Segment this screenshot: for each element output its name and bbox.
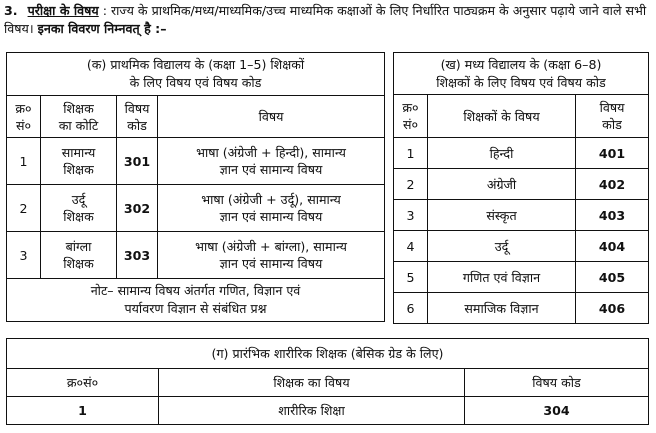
row-sno: 3 xyxy=(394,200,428,231)
header-code xyxy=(117,96,158,138)
row-subject: संस्कृत xyxy=(428,200,576,231)
header-subject: शिक्षकों के विषय xyxy=(428,95,576,138)
note-line2: पर्यावरण विज्ञान से संबंधित प्रश्न xyxy=(124,301,267,316)
row-subject: समाजिक विज्ञान xyxy=(428,293,576,324)
header-code-1: विषय xyxy=(599,100,625,115)
table-a-title-line2: के लिए विषय एवं विषय कोड xyxy=(129,75,262,90)
row-code: 301 xyxy=(117,138,158,185)
header-code-2: कोड xyxy=(602,117,622,132)
table-c-header-row xyxy=(7,369,649,397)
section-number: 3. xyxy=(4,3,18,18)
header-code-1: विषय xyxy=(124,100,150,116)
row-cat-1: सामान्य xyxy=(61,145,96,160)
table-row xyxy=(394,262,649,293)
row-sno: 2 xyxy=(394,169,428,200)
row-cat-1: उर्दू xyxy=(71,192,86,207)
table-row xyxy=(7,138,385,185)
row-category xyxy=(41,138,117,185)
row-cat-2: शिक्षक xyxy=(63,162,94,177)
row-subj-1: भाषा (अंग्रेजी + उर्दू), सामान्य xyxy=(201,192,341,207)
row-cat-1: बांग्ला xyxy=(65,239,92,254)
row-code: 403 xyxy=(576,200,649,231)
header-cat-1: शिक्षक xyxy=(63,100,94,116)
header-sno xyxy=(7,96,41,138)
row-code: 404 xyxy=(576,231,649,262)
intro-text: : राज्य के प्राथमिक/मध्य/माध्यमिक/उच्च माध्यमिक कक्षाओं के लिए निर्धारित पाठ्यक्रम के अनुसार पढ़ाये जाने वाले सभी विषय। xyxy=(4,3,647,36)
table-a-header-row xyxy=(7,96,385,138)
row-sno: 1 xyxy=(394,138,428,169)
section-heading: परीक्षा के विषय xyxy=(27,3,99,18)
header-sno-1: क्र० xyxy=(15,100,32,116)
table-a-note xyxy=(7,279,385,322)
row-sno: 5 xyxy=(394,262,428,293)
middle-subjects-table xyxy=(393,52,649,324)
row-code: 303 xyxy=(117,232,158,279)
header-subject: विषय xyxy=(158,96,385,138)
row-code: 405 xyxy=(576,262,649,293)
row-code: 401 xyxy=(576,138,649,169)
row-subject: हिन्दी xyxy=(428,138,576,169)
table-a-title-line1: (क) प्राथमिक विद्यालय के (कक्षा 1–5) शिक्षकों xyxy=(86,57,305,72)
row-subject: उर्दू xyxy=(428,231,576,262)
table-b-title-line1: (ख) मध्य विद्यालय के (कक्षा 6–8) xyxy=(440,56,602,72)
table-c-title: (ग) प्रारंभिक शारीरिक शिक्षक (बेसिक ग्रेड के लिए) xyxy=(7,339,649,369)
row-category xyxy=(41,232,117,279)
header-code-2: कोड xyxy=(127,117,147,133)
table-b-header-row xyxy=(394,95,649,138)
row-subject xyxy=(158,185,385,232)
header-sno-2: सं० xyxy=(15,117,32,133)
table-row xyxy=(394,200,649,231)
primary-subjects-table xyxy=(6,52,385,322)
row-sno: 2 xyxy=(7,185,41,232)
header-sno-1: क्र० xyxy=(402,100,419,115)
header-code: विषय कोड xyxy=(465,369,649,397)
table-b-title xyxy=(394,53,649,95)
intro-lead: इनका विवरण निम्नवत् है :– xyxy=(37,21,167,36)
table-row xyxy=(7,397,649,425)
row-subject: अंग्रेजी xyxy=(428,169,576,200)
table-a-title xyxy=(7,53,385,96)
intro-paragraph xyxy=(4,2,652,38)
table-row xyxy=(7,185,385,232)
row-subj-1: भाषा (अंग्रेजी + हिन्दी), सामान्य xyxy=(196,145,346,160)
header-cat-2: का कोटि xyxy=(58,117,99,133)
header-sno xyxy=(394,95,428,138)
row-sno: 1 xyxy=(7,138,41,185)
row-code: 406 xyxy=(576,293,649,324)
row-subject xyxy=(158,232,385,279)
row-code: 302 xyxy=(117,185,158,232)
row-code: 304 xyxy=(465,397,649,425)
header-sno: क्र०सं० xyxy=(7,369,159,397)
row-subj-1: भाषा (अंग्रेजी + बांग्ला), सामान्य xyxy=(195,239,347,254)
table-row xyxy=(394,231,649,262)
row-cat-2: शिक्षक xyxy=(63,209,94,224)
row-subject: शारीरिक शिक्षा xyxy=(159,397,465,425)
row-sno: 6 xyxy=(394,293,428,324)
table-row xyxy=(394,138,649,169)
row-subj-2: ज्ञान एवं सामान्य विषय xyxy=(219,209,323,224)
header-sno-2: सं० xyxy=(402,117,419,132)
row-category xyxy=(41,185,117,232)
row-subj-2: ज्ञान एवं सामान्य विषय xyxy=(219,256,323,271)
row-sno: 4 xyxy=(394,231,428,262)
table-row xyxy=(394,293,649,324)
header-category xyxy=(41,96,117,138)
row-code: 402 xyxy=(576,169,649,200)
row-subject: गणित एवं विज्ञान xyxy=(428,262,576,293)
table-row xyxy=(7,232,385,279)
row-sno: 3 xyxy=(7,232,41,279)
row-sno: 1 xyxy=(7,397,159,425)
table-row xyxy=(394,169,649,200)
row-subject xyxy=(158,138,385,185)
row-subj-2: ज्ञान एवं सामान्य विषय xyxy=(219,162,323,177)
row-cat-2: शिक्षक xyxy=(63,256,94,271)
note-line1: नोट– सामान्य विषय अंतर्गत गणित, विज्ञान एवं xyxy=(90,283,301,298)
physical-education-table xyxy=(6,338,649,425)
table-b-title-line2: शिक्षकों के लिए विषय एवं विषय कोड xyxy=(436,74,606,90)
header-subject: शिक्षक का विषय xyxy=(159,369,465,397)
header-code xyxy=(576,95,649,138)
